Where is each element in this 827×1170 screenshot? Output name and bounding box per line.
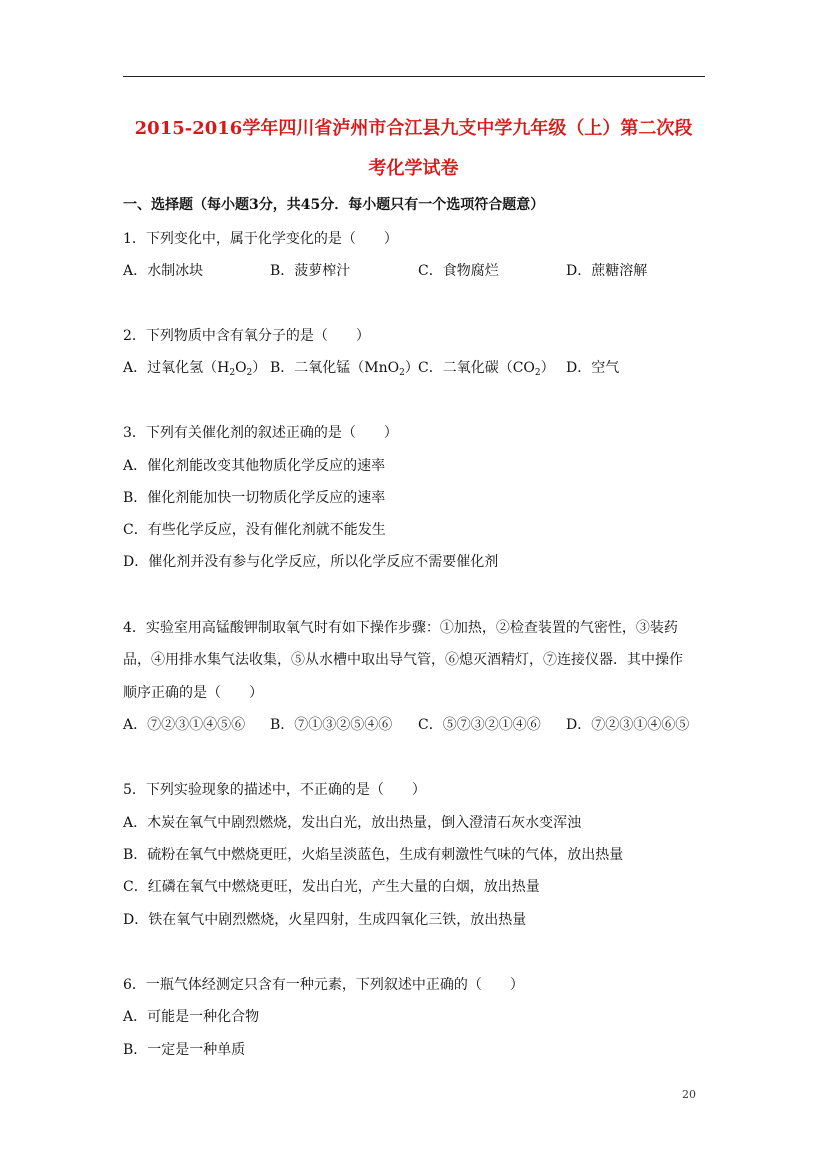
q4-option-d: D．⑦②③①④⑥⑤ [566,717,690,733]
question-3-stem: 3．下列有关催化剂的叙述正确的是（ ） [123,425,398,441]
q3-option-d: D．催化剂并没有参与化学反应，所以化学反应不需要催化剂 [123,554,499,570]
question-2-stem: 2．下列物质中含有氧分子的是（ ） [123,328,370,344]
q3-option-c: C．有些化学反应，没有催化剂就不能发生 [123,522,386,538]
q2-option-d: D．空气 [566,360,620,376]
q4-option-a: A．⑦②③①④⑤⑥ [123,717,246,733]
question-5-stem: 5．下列实验现象的描述中，不正确的是（ ） [123,782,426,798]
q3-option-a: A．催化剂能改变其他物质化学反应的速率 [123,458,386,474]
q5-option-a: A．木炭在氧气中剧烈燃烧，发出白光，放出热量，倒入澄清石灰水变浑浊 [123,815,582,831]
question-4-stem-line-1: 4．实验室用高锰酸钾制取氧气时有如下操作步骤：①加热，②检查装置的气密性，③装药 [123,620,678,636]
q5-option-d: D．铁在氧气中剧烈燃烧，火星四射，生成四氧化三铁，放出热量 [123,912,527,928]
q5-option-c: C．红磷在氧气中燃烧更旺，发出白光，产生大量的白烟，放出热量 [123,879,540,895]
q2-option-a: A．过氧化氢$(H_2O_2)$ [123,360,267,378]
q3-option-b: B．催化剂能加快一切物质化学反应的速率 [123,490,386,506]
q6-option-b: B．一定是一种单质 [123,1042,246,1058]
q5-option-b: B．硫粉在氧气中燃烧更旺，火焰呈淡蓝色，生成有刺激性气味的气体，放出热量 [123,847,624,863]
q2-option-b: B．二氧化锰（MnO$_2$） [270,360,419,378]
paper-title-line-1: 2015-2016学年四川省泸州市合江县九支中学九年级（上）第二次段 [134,118,693,139]
q1-option-d: D．蔗糖溶解 [566,263,648,279]
page-number: 20 [682,1088,696,1101]
question-1-stem: 1．下列变化中，属于化学变化的是（ ） [123,231,398,247]
q2-option-c: C．二氧化碳$(CO_2)$ [418,360,555,378]
q1-option-b: B．菠萝榨汁 [270,263,351,279]
q4-option-c: C．⑤⑦③②①④⑥ [418,717,541,733]
section-heading: 一、选择题（每小题3分，共45分．每小题只有一个选项符合题意） [123,197,545,213]
q4-option-b: B．⑦①③②⑤④⑥ [270,717,393,733]
q1-option-c: C．食物腐烂 [418,263,499,279]
q6-option-a: A．可能是一种化合物 [123,1009,260,1025]
question-6-stem: 6．一瓶气体经测定只含有一种元素，下列叙述中正确的（ ） [123,977,524,993]
header-rule [123,76,705,77]
question-4-stem-line-2: 品，④用排水集气法收集，⑤从水槽中取出导气管，⑥熄灭酒精灯，⑦连接仪器．其中操作 [123,652,683,668]
q1-option-a: A．水制冰块 [123,263,204,279]
paper-title-line-2: 考化学试卷 [368,158,459,179]
question-4-stem-line-3: 顺序正确的是（ ） [123,685,263,701]
